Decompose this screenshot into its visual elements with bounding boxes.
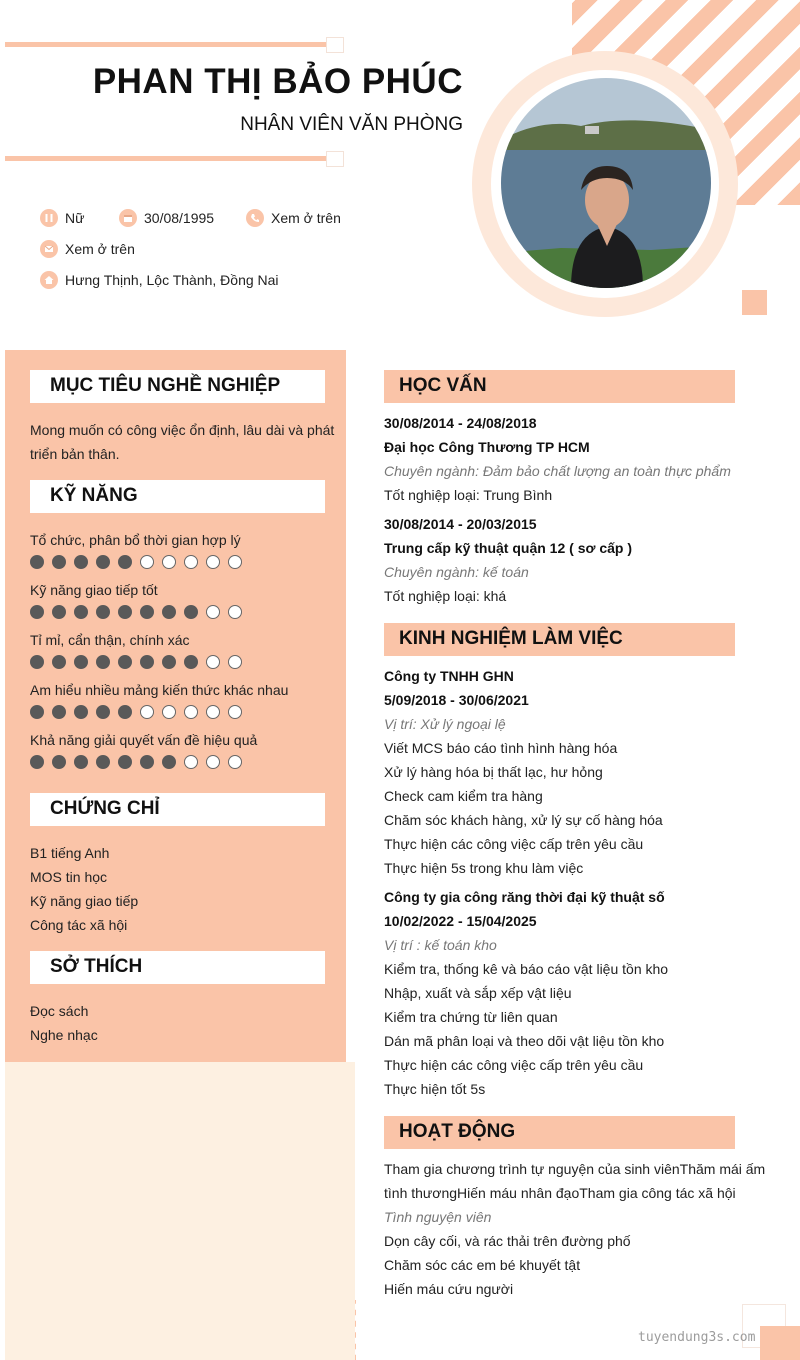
skill-dot-empty bbox=[162, 705, 176, 719]
skill-dot-filled bbox=[140, 755, 154, 769]
experience-task: Chăm sóc khách hàng, xử lý sự cố hàng hóa bbox=[384, 812, 663, 828]
education-major: Chuyên ngành: kế toán bbox=[384, 564, 529, 580]
experience-task: Viết MCS báo cáo tình hình hàng hóa bbox=[384, 740, 618, 756]
skill-dot-filled bbox=[30, 755, 44, 769]
skill-dot-empty bbox=[228, 705, 242, 719]
skill-dot-filled bbox=[74, 755, 88, 769]
education-heading: HỌC VẤN bbox=[384, 370, 735, 403]
skill-dot-filled bbox=[184, 655, 198, 669]
skill-rating bbox=[30, 655, 250, 669]
phone-icon bbox=[246, 209, 264, 227]
skill-name: Khả năng giải quyết vấn đề hiệu quả bbox=[30, 732, 258, 748]
activities-line: tình thươngHiến máu nhân đạoTham gia công tác xã hội bbox=[384, 1185, 736, 1201]
watermark: tuyendung3s.com bbox=[638, 1330, 756, 1345]
experience-task: Dán mã phân loại và theo dõi vật liệu tồn kho bbox=[384, 1033, 665, 1049]
education-period: 30/08/2014 - 24/08/2018 bbox=[384, 415, 537, 431]
skill-dot-empty bbox=[140, 705, 154, 719]
skill-dot-filled bbox=[30, 655, 44, 669]
hobbies-heading: SỞ THÍCH bbox=[30, 951, 325, 984]
skill-dot-empty bbox=[162, 555, 176, 569]
experience-company: Công ty TNHH GHN bbox=[384, 668, 514, 684]
skill-dot-filled bbox=[162, 655, 176, 669]
experience-task: Thực hiện tốt 5s bbox=[384, 1081, 486, 1097]
objective-heading: MỤC TIÊU NGHỀ NGHIỆP bbox=[30, 370, 325, 403]
skill-dot-empty bbox=[184, 555, 198, 569]
experience-task: Nhập, xuất và sắp xếp vật liệu bbox=[384, 985, 572, 1001]
certificates-heading: CHỨNG CHỈ bbox=[30, 793, 325, 826]
skill-dot-filled bbox=[52, 705, 66, 719]
activities-line: Tham gia chương trình tự nguyện của sinh viênThăm mái ấm bbox=[384, 1161, 766, 1177]
profile-photo bbox=[501, 78, 711, 288]
skill-dot-filled bbox=[52, 605, 66, 619]
certificate-item: MOS tin học bbox=[30, 869, 108, 885]
certificate-item: B1 tiếng Anh bbox=[30, 845, 110, 861]
education-result: Tốt nghiệp loại: khá bbox=[384, 588, 507, 604]
info-email-text: Xem ở trên bbox=[65, 241, 135, 257]
skill-dot-filled bbox=[74, 655, 88, 669]
skill-dot-empty bbox=[206, 705, 220, 719]
skill-name: Tổ chức, phân bổ thời gian hợp lý bbox=[30, 532, 241, 548]
experience-task: Thực hiện các công việc cấp trên yêu cầu bbox=[384, 836, 644, 852]
mail-icon bbox=[40, 240, 58, 258]
info-address-text: Hưng Thịnh, Lộc Thành, Đồng Nai bbox=[65, 272, 279, 288]
skill-name: Kỹ năng giao tiếp tốt bbox=[30, 582, 158, 598]
skill-dot-empty bbox=[184, 705, 198, 719]
experience-task: Thực hiện 5s trong khu làm việc bbox=[384, 860, 584, 876]
skill-name: Am hiểu nhiều mảng kiến thức khác nhau bbox=[30, 682, 289, 698]
experience-task: Kiểm tra, thống kê và báo cáo vật liệu tồn kho bbox=[384, 961, 669, 977]
skill-dot-filled bbox=[162, 605, 176, 619]
header-rule-bottom-cap bbox=[326, 151, 344, 167]
skill-dot-filled bbox=[140, 605, 154, 619]
skill-dot-empty bbox=[184, 755, 198, 769]
skill-dot-filled bbox=[74, 605, 88, 619]
skill-dot-empty bbox=[228, 555, 242, 569]
info-address bbox=[40, 271, 279, 289]
experience-task: Xử lý hàng hóa bị thất lạc, hư hỏng bbox=[384, 764, 603, 780]
skill-dot-filled bbox=[30, 705, 44, 719]
skills-heading: KỸ NĂNG bbox=[30, 480, 325, 513]
left-column-footer bbox=[5, 1062, 355, 1360]
experience-task: Thực hiện các công việc cấp trên yêu cầu bbox=[384, 1057, 644, 1073]
info-birthday bbox=[119, 209, 214, 227]
header-rule-top-cap bbox=[326, 37, 344, 53]
education-school: Trung cấp kỹ thuật quận 12 ( sơ cấp ) bbox=[384, 540, 633, 556]
experience-task: Check cam kiểm tra hàng bbox=[384, 788, 543, 804]
experience-period: 10/02/2022 - 15/04/2025 bbox=[384, 913, 537, 929]
experience-heading: KINH NGHIỆM LÀM VIỆC bbox=[384, 623, 735, 656]
info-phone-text: Xem ở trên bbox=[271, 210, 341, 226]
skill-dot-filled bbox=[184, 605, 198, 619]
skill-dot-empty bbox=[228, 605, 242, 619]
experience-position: Vị trí : kế toán kho bbox=[384, 937, 497, 953]
info-birthday-text: 30/08/1995 bbox=[144, 210, 215, 226]
activities-task: Dọn cây cối, và rác thải trên đường phố bbox=[384, 1233, 631, 1249]
education-result: Tốt nghiệp loại: Trung Bình bbox=[384, 487, 553, 503]
activities-role: Tình nguyện viên bbox=[384, 1209, 492, 1225]
skill-dot-filled bbox=[96, 755, 110, 769]
experience-task: Kiểm tra chứng từ liên quan bbox=[384, 1009, 558, 1025]
skill-dot-empty bbox=[206, 655, 220, 669]
decor-square bbox=[742, 290, 767, 315]
activities-task: Hiến máu cứu người bbox=[384, 1281, 514, 1297]
candidate-job-title: NHÂN VIÊN VĂN PHÒNG bbox=[240, 114, 463, 135]
experience-period: 5/09/2018 - 30/06/2021 bbox=[384, 692, 529, 708]
skill-dot-filled bbox=[118, 705, 132, 719]
skill-dot-empty bbox=[140, 555, 154, 569]
skill-dot-filled bbox=[96, 605, 110, 619]
skill-dot-filled bbox=[118, 655, 132, 669]
experience-position: Vị trí: Xử lý ngoại lệ bbox=[384, 716, 506, 732]
skill-rating bbox=[30, 605, 250, 619]
activities-heading: HOẠT ĐỘNG bbox=[384, 1116, 735, 1149]
skill-dot-empty bbox=[206, 755, 220, 769]
hobby-item: Đọc sách bbox=[30, 1003, 89, 1019]
skill-dot-filled bbox=[96, 705, 110, 719]
skill-dot-filled bbox=[30, 555, 44, 569]
skill-dot-filled bbox=[30, 605, 44, 619]
experience-company: Công ty gia công răng thời đại kỹ thuật số bbox=[384, 889, 665, 905]
skill-dot-empty bbox=[206, 555, 220, 569]
info-email bbox=[40, 240, 135, 258]
home-icon bbox=[40, 271, 58, 289]
objective-line-2: triển bản thân. bbox=[30, 446, 120, 462]
skill-rating bbox=[30, 705, 250, 719]
skill-dot-filled bbox=[118, 755, 132, 769]
skill-dot-filled bbox=[96, 655, 110, 669]
skill-dot-filled bbox=[140, 655, 154, 669]
skill-dot-empty bbox=[228, 755, 242, 769]
info-gender bbox=[40, 209, 84, 227]
header-rule-bottom bbox=[5, 156, 327, 161]
skill-dot-filled bbox=[74, 705, 88, 719]
skill-dot-filled bbox=[52, 655, 66, 669]
education-period: 30/08/2014 - 20/03/2015 bbox=[384, 516, 537, 532]
skill-dot-empty bbox=[206, 605, 220, 619]
certificate-item: Công tác xã hội bbox=[30, 917, 128, 933]
hobby-item: Nghe nhạc bbox=[30, 1027, 98, 1043]
skill-name: Tỉ mỉ, cẩn thận, chính xác bbox=[30, 632, 190, 648]
certificate-item: Kỹ năng giao tiếp bbox=[30, 893, 139, 909]
activities-task: Chăm sóc các em bé khuyết tật bbox=[384, 1257, 581, 1273]
objective-line-1: Mong muốn có công việc ổn định, lâu dài và phát bbox=[30, 422, 335, 438]
skill-dot-filled bbox=[52, 755, 66, 769]
skill-rating bbox=[30, 555, 250, 569]
info-phone bbox=[246, 209, 341, 227]
education-school: Đại học Công Thương TP HCM bbox=[384, 439, 590, 455]
skill-dot-filled bbox=[52, 555, 66, 569]
skill-dot-filled bbox=[96, 555, 110, 569]
decor-square-bottom bbox=[760, 1326, 800, 1360]
skill-dot-filled bbox=[118, 555, 132, 569]
education-major: Chuyên ngành: Đảm bảo chất lượng an toàn thực phẩm bbox=[384, 463, 731, 479]
skill-rating bbox=[30, 755, 250, 769]
gender-icon bbox=[40, 209, 58, 227]
info-gender-text: Nữ bbox=[65, 210, 85, 226]
skill-dot-filled bbox=[162, 755, 176, 769]
header-rule-top bbox=[5, 42, 327, 47]
skill-dot-filled bbox=[118, 605, 132, 619]
candidate-name: PHAN THỊ BẢO PHÚC bbox=[92, 62, 463, 101]
skill-dot-filled bbox=[74, 555, 88, 569]
calendar-icon bbox=[119, 209, 137, 227]
skill-dot-empty bbox=[228, 655, 242, 669]
